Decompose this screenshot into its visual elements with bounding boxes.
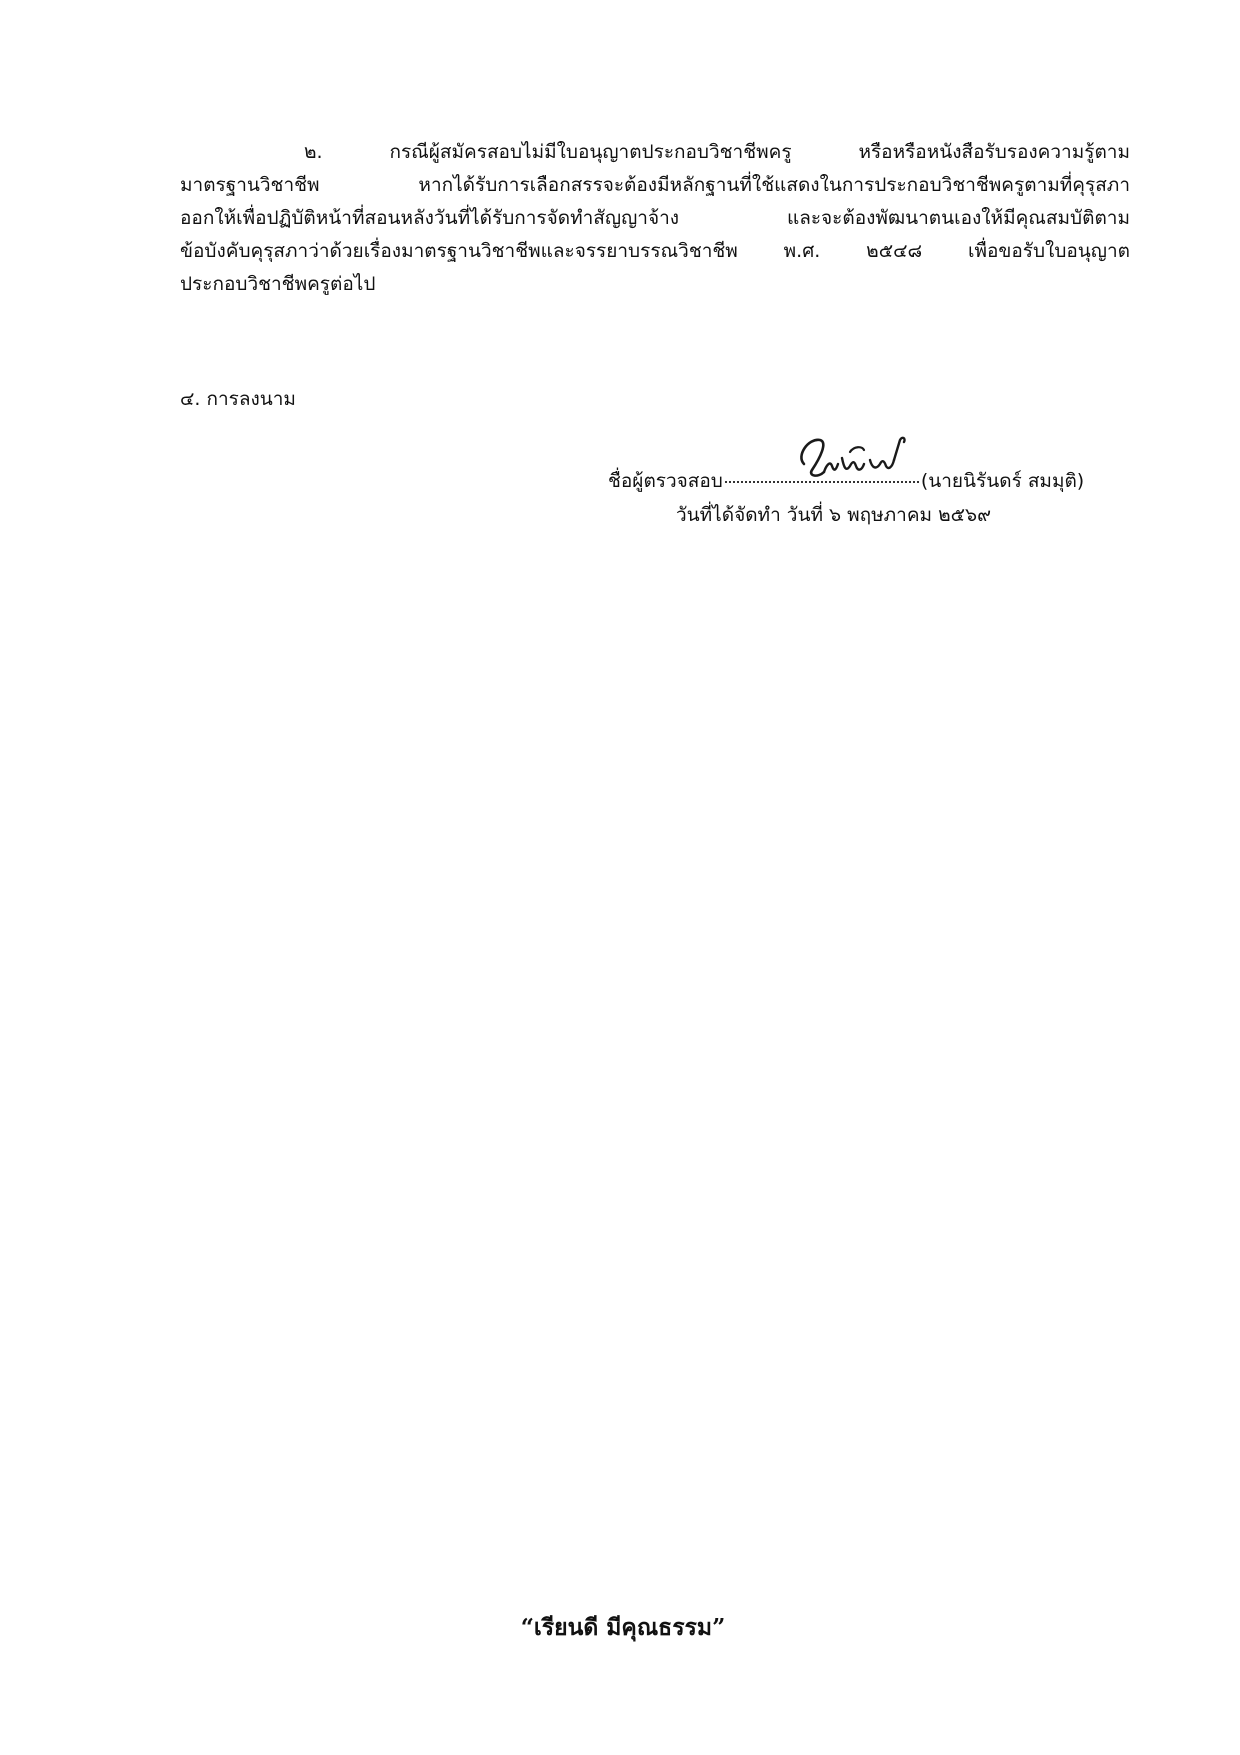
clause-line: ออกให้เพื่อปฏิบัติหน้าที่สอนหลังวันที่ได้รับการจัดทำสัญญาจ้าง และจะต้องพัฒนาตนเองให้มีคุณสมบัติตาม [180, 207, 1130, 229]
signature-dotted-line [725, 481, 919, 483]
clause-line: ข้อบังคับคุรุสภาว่าด้วยเรื่องมาตรฐานวิชาชีพและจรรยาบรรณวิชาชีพ พ.ศ. ๒๕๔๘ เพื่อขอรับใบอนุญาต [180, 240, 1130, 262]
inspector-signature-line [608, 466, 1084, 496]
clause-line: ประกอบวิชาชีพครูต่อไป [180, 273, 376, 295]
inspector-label: ชื่อผู้ตรวจสอบ [608, 470, 723, 492]
school-motto [0, 1610, 1240, 1646]
clause-line: มาตรฐานวิชาชีพ หากได้รับการเลือกสรรจะต้องมีหลักฐานที่ใช้แสดงในการประกอบวิชาชีพครูตามที่คุรุสภา [180, 174, 1130, 196]
signing-section-heading: ๔. การลงนาม [180, 388, 296, 410]
clause-paragraph [180, 136, 1130, 301]
school-motto-text: “เรียนดี มีคุณธรรม” [520, 1614, 726, 1641]
prepared-date: วันที่ได้จัดทำ วันที่ ๖ พฤษภาคม ๒๕๖๙ [676, 504, 992, 526]
inspector-name: (นายนิรันดร์ สมมุติ) [920, 470, 1085, 492]
clause-line: ๒. กรณีผู้สมัครสอบไม่มีใบอนุญาตประกอบวิชาชีพครู หรือหรือหนังสือรับรองความรู้ตาม [304, 141, 1130, 163]
